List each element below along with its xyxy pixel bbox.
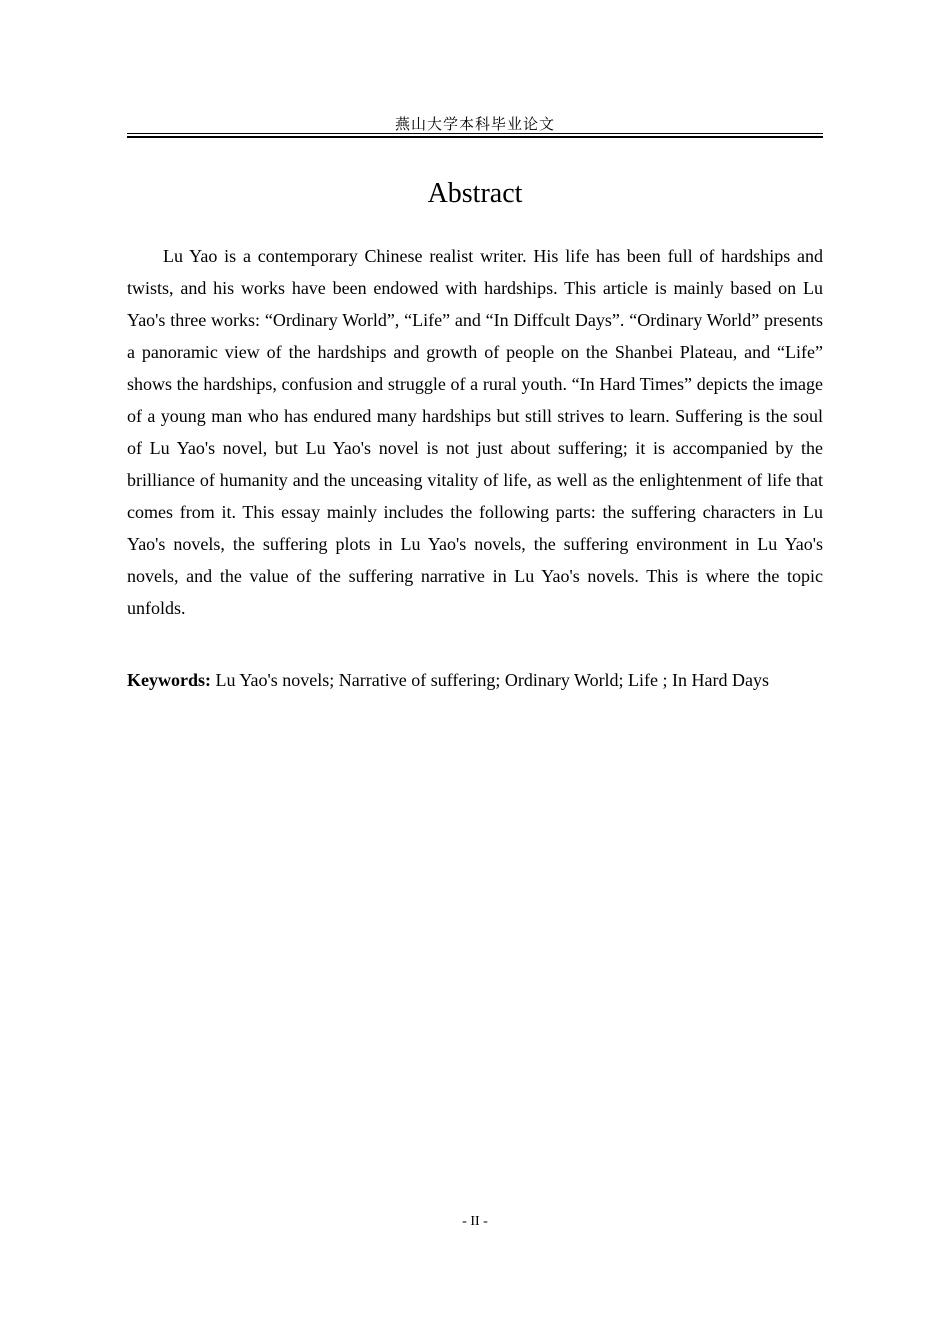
running-header: 燕山大学本科毕业论文 bbox=[394, 115, 555, 133]
header-rule-thin bbox=[127, 133, 823, 134]
keywords-label: Keywords: bbox=[127, 670, 211, 690]
keywords-line bbox=[127, 666, 823, 694]
abstract-paragraph: Lu Yao is a contemporary Chinese realist writer. His life has been full of hardships and twists, and his works have been endowed with hardships. This article is mainly based on Lu Yao's three works: “Ordinary World”, “Life” and “In Diffcult Days”. “Ordinary World” presents a panoramic view of the hardships and growth of people on the Shanbei Plateau, and “Life” shows the hardships, confusion and struggle of a rural youth. “In Hard Times” depicts the image of a young man who has endured many hardships but still strives to learn. Suffering is the soul of Lu Yao's novel, but Lu Yao's novel is not just about suffering; it is accompanied by the brilliance of humanity and the unceasing vitality of life, as well as the enlightenment of life that comes from it. This essay mainly includes the following parts: the suffering characters in Lu Yao's novels, the suffering plots in Lu Yao's novels, the suffering environment in Lu Yao's novels, and the value of the suffering narrative in Lu Yao's novels. This is where the topic unfolds. bbox=[127, 246, 823, 618]
keywords-value: Lu Yao's novels; Narrative of suffering; Ordinary World; Life ; In Hard Days bbox=[211, 670, 770, 690]
page-number: - II - bbox=[462, 1214, 488, 1229]
page-title: Abstract bbox=[427, 178, 523, 209]
header-rule-thick bbox=[127, 136, 823, 138]
